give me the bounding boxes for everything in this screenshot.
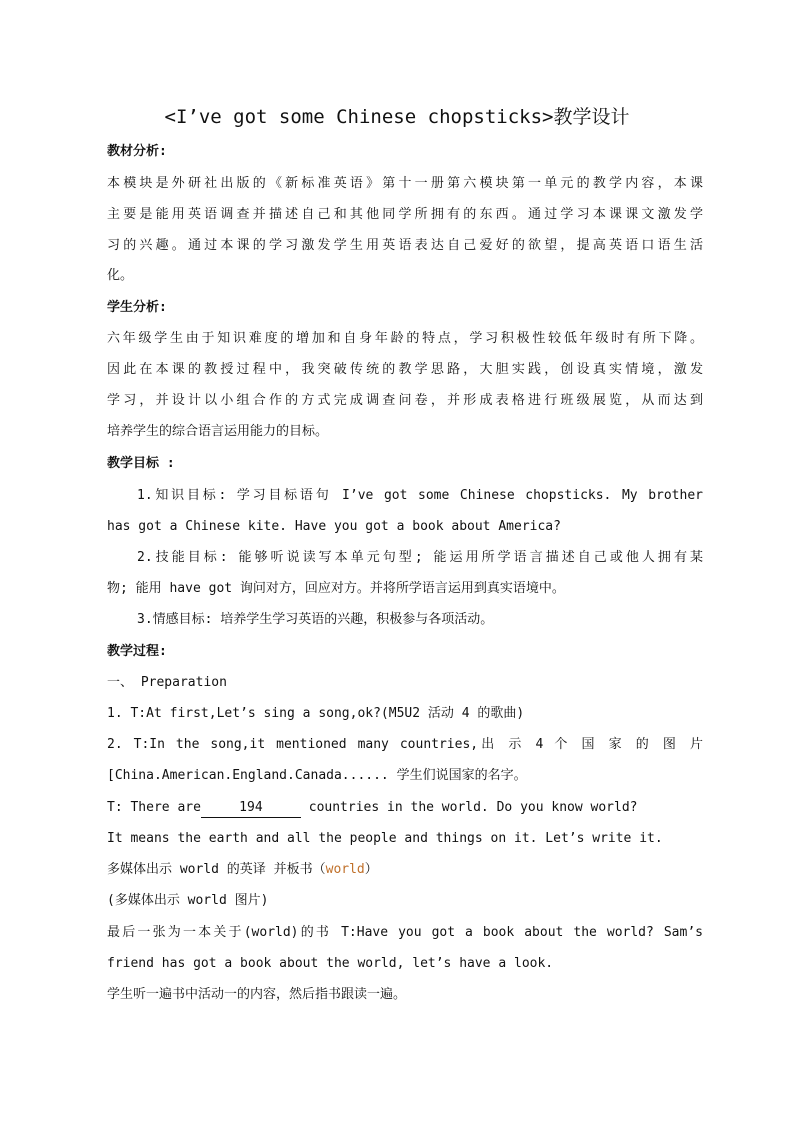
board-word: world: [325, 862, 365, 877]
goal-line: has got a Chinese kite. Have you got a book about America?: [107, 519, 561, 534]
paragraph-line: 因此在本课的教授过程中，我突破传统的教学思路，大胆实践，创设真实情境，激发: [107, 362, 703, 377]
process-line: [107, 798, 703, 818]
process-line: [China.American.England.Canada...... 学生们说国家的名字。: [107, 768, 527, 783]
goal-line: 物; 能用 have got 询问对方，回应对方。并将所学语言运用到真实语境中。: [107, 581, 565, 596]
section-heading-teaching-goals: 教学目标 :: [107, 456, 175, 471]
there-are-rest: countries in the world. Do you know world?: [300, 800, 638, 815]
process-line: 学生听一遍书中活动一的内容，然后指书跟读一遍。: [107, 987, 407, 1002]
there-are-text: T: There are: [107, 800, 201, 815]
process-line: 2. T:In the song,it mentioned many countries,出 示 4 个 国 家 的 图 片: [107, 737, 703, 752]
goal-line: 2.技能目标: 能够听说读写本单元句型; 能运用所学语言描述自己或他人拥有某: [137, 550, 703, 565]
process-line: friend has got a book about the world, let’s have a look.: [107, 956, 554, 971]
board-text: 多媒体出示 world 的英译 并板书（: [107, 862, 326, 877]
process-line: (多媒体出示 world 图片): [107, 893, 269, 908]
paragraph-line: 化。: [107, 268, 134, 283]
process-line: 最后一张为一本关于(world)的书 T:Have you got a book about the world? Sam’s: [107, 925, 703, 940]
process-line: [107, 860, 703, 880]
paragraph-line: 主要是能用英语调查并描述自己和其他同学所拥有的东西。通过学习本课课文激发学: [107, 207, 703, 222]
section-heading-teaching-process: 教学过程:: [107, 644, 167, 659]
paragraph-line: 培养学生的综合语言运用能力的目标。: [107, 424, 329, 439]
section-heading-student-analysis: 学生分析:: [107, 300, 167, 315]
goal-line: 1.知识目标: 学习目标语句 I’ve got some Chinese chopsticks. My brother: [137, 488, 703, 503]
goal-line: 3.情感目标: 培养学生学习英语的兴趣，积极参与各项活动。: [137, 612, 494, 627]
step-heading: 一、 Preparation: [107, 675, 227, 690]
paragraph-line: 学习，并设计以小组合作的方式完成调查问卷，并形成表格进行班级展览，从而达到: [107, 393, 703, 408]
document-title: <I’ve got some Chinese chopsticks>教学设计: [164, 106, 630, 128]
paragraph-line: 习的兴趣。通过本课的学习激发学生用英语表达自己爱好的欲望，提高英语口语生活: [107, 238, 703, 253]
board-close: ）: [364, 862, 378, 877]
blank-answer: 194: [201, 799, 301, 818]
process-line: It means the earth and all the people and things on it. Let’s write it.: [107, 831, 663, 846]
section-heading-textbook-analysis: 教材分析:: [107, 144, 167, 159]
paragraph-line: 本模块是外研社出版的《新标准英语》第十一册第六模块第一单元的教学内容，本课: [107, 176, 703, 191]
paragraph-line: 六年级学生由于知识难度的增加和自身年龄的特点，学习积极性较低年级时有所下降。: [107, 331, 703, 346]
process-line: 1. T:At first,Let’s sing a song,ok?(M5U2 活动 4 的歌曲): [107, 706, 525, 721]
